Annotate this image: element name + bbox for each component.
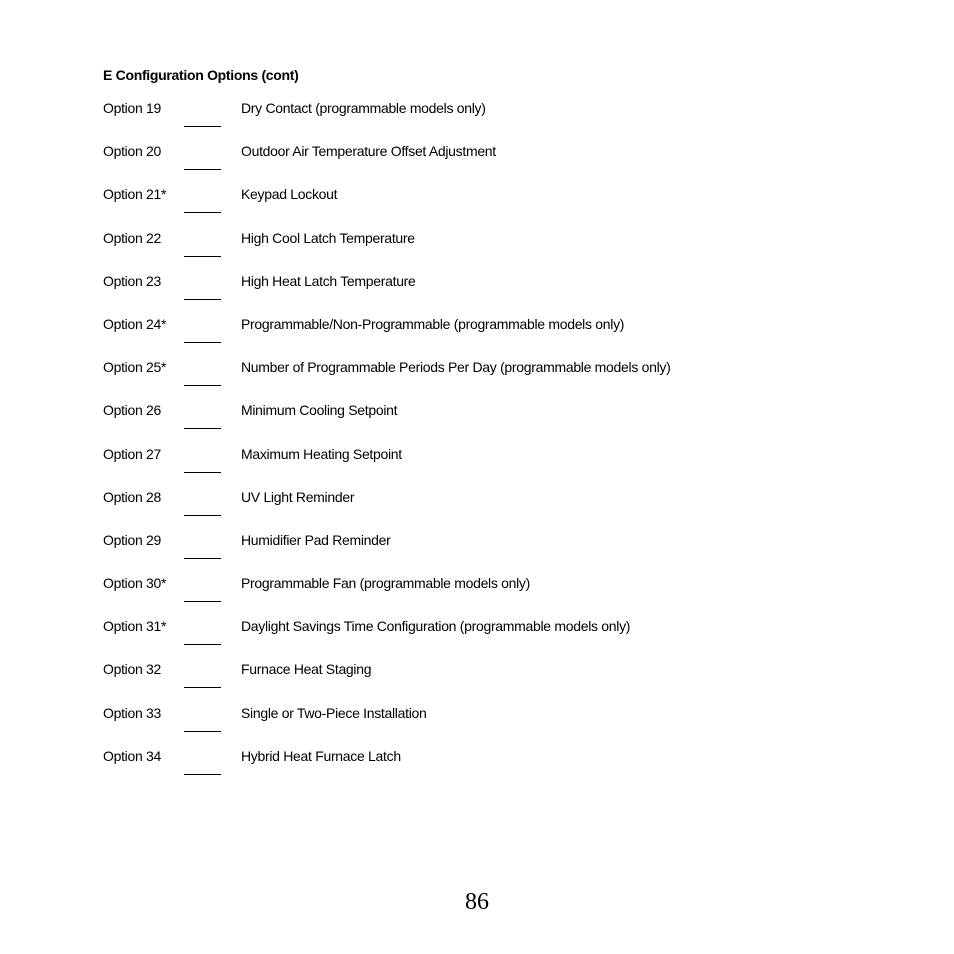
option-row [0,618,954,661]
option-row [0,100,954,143]
option-label: Option 29 [103,531,162,548]
option-label: Option 31* [103,618,167,635]
option-label: Option 22 [103,229,162,246]
option-description: Humidifier Pad Reminder [241,531,391,548]
option-row [0,316,954,359]
option-label: Option 23 [103,272,162,289]
option-value-blank [184,558,221,559]
option-value-blank [184,428,221,429]
option-label: Option 20 [103,143,162,160]
option-description: Number of Programmable Periods Per Day (programmable models only) [241,359,671,376]
option-description: Single or Two-Piece Installation [241,704,427,721]
option-value-blank [184,126,221,127]
option-value-blank [184,731,221,732]
option-label: Option 24* [103,315,167,332]
option-description: Daylight Savings Time Configuration (programmable models only) [241,618,631,635]
option-description: Outdoor Air Temperature Offset Adjustment [241,143,496,160]
option-label: Option 26 [103,402,162,419]
option-value-blank [184,644,221,645]
option-description: Programmable Fan (programmable models only) [241,575,530,592]
option-row [0,230,954,273]
option-row [0,575,954,618]
option-description: Keypad Lockout [241,186,338,203]
option-row [0,446,954,489]
option-row [0,705,954,748]
option-value-blank [184,256,221,257]
option-label: Option 19 [103,100,162,116]
page-number: 86 [465,889,489,915]
option-description: Dry Contact (programmable models only) [241,100,486,116]
option-label: Option 27 [103,445,162,462]
option-description: Programmable/Non-Programmable (programmable models only) [241,315,625,332]
option-label: Option 33 [103,704,162,721]
option-label: Option 21* [103,186,167,203]
option-value-blank [184,212,221,213]
option-row [0,143,954,186]
option-row [0,359,954,402]
option-value-blank [184,687,221,688]
option-row [0,489,954,532]
option-value-blank [184,385,221,386]
option-label: Option 32 [103,661,162,678]
options-list [0,100,954,791]
option-row [0,273,954,316]
option-value-blank [184,299,221,300]
option-value-blank [184,472,221,473]
section-title: E Configuration Options (cont) [103,67,299,83]
option-value-blank [184,601,221,602]
option-label: Option 25* [103,359,167,376]
option-description: High Cool Latch Temperature [241,229,415,246]
option-row [0,532,954,575]
option-description: High Heat Latch Temperature [241,272,416,289]
option-row [0,186,954,229]
option-row [0,661,954,704]
option-label: Option 28 [103,488,162,505]
option-description: Hybrid Heat Furnace Latch [241,747,401,764]
option-label: Option 30* [103,575,167,592]
option-value-blank [184,169,221,170]
option-value-blank [184,342,221,343]
option-description: Minimum Cooling Setpoint [241,402,398,419]
option-row [0,402,954,445]
option-value-blank [184,774,221,775]
option-value-blank [184,515,221,516]
option-row [0,748,954,791]
option-description: Maximum Heating Setpoint [241,445,402,462]
option-label: Option 34 [103,747,162,764]
option-description: UV Light Reminder [241,488,355,505]
option-description: Furnace Heat Staging [241,661,372,678]
